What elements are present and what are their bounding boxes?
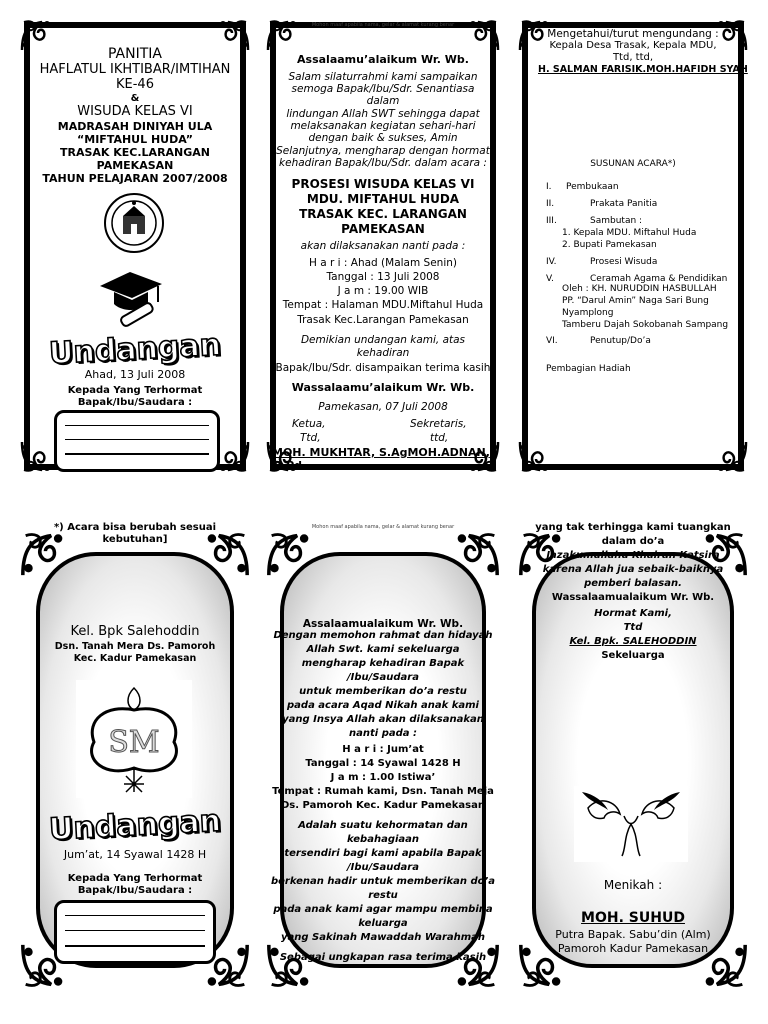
signatory-family: Kel. Bpk. SALEHODDIN (569, 636, 697, 647)
undangan-title: Undangan (48, 327, 222, 372)
panitia-title: PANITIA (108, 46, 162, 62)
recipient-line-1: Kepada Yang Terhormat (67, 385, 203, 396)
program-item-number: V. (546, 274, 554, 284)
program-subitem (562, 320, 728, 330)
program-subitem (562, 284, 717, 294)
sign-role-ketua: Ketua, (292, 418, 326, 430)
body-line: pada acara Aqad Nikah anak kami (287, 700, 479, 711)
monogram-text: SM (108, 725, 160, 760)
body-line: semoga Bapak/Ibu/Sdr. Senantiasa (291, 83, 475, 95)
recipient-line-2: Bapak/Ibu/Saudara : (77, 885, 193, 896)
body-line: /Ibu/Saudara (347, 672, 419, 683)
program-item-number: IV. (546, 257, 557, 267)
frame-border (738, 22, 744, 470)
program-item-label: Pembagian Hadiah (546, 364, 631, 374)
body-line: untuk memberikan do’a restu (299, 686, 467, 697)
body-line: kebahagiaan (346, 834, 420, 845)
body-line: yang tak terhingga kami tuangkan (535, 522, 731, 533)
body-line: pemberi balasan. (584, 578, 682, 589)
signature-mark: Ttd (623, 622, 643, 633)
menikah-label: Menikah : (603, 878, 663, 892)
signature-mark: Ttd, (300, 432, 321, 444)
program-subitem (562, 308, 613, 318)
undangan-title: Undangan (48, 803, 222, 848)
panel-program-wisuda (522, 22, 748, 470)
greeting: Assalaamualaikum Wr. Wb. (302, 618, 464, 630)
school-line-2: “MIFTAHUL HUDA” (77, 133, 193, 146)
signature-mark: ttd, (430, 432, 449, 444)
body-line: dalam do’a (601, 536, 665, 547)
program-heading: SUSUNAN ACARA*) (590, 159, 676, 169)
event-place: Trasak Kec.Larangan Pamekasan (297, 314, 469, 326)
cut-off-note: Mohon maaf apabila nama, gelar & alamat kurang benar (311, 22, 455, 28)
body-line: Sebagai ungkapan rasa terima kasih (279, 952, 487, 963)
academic-year: TAHUN PELAJARAN 2007/2008 (42, 172, 228, 185)
sign-date: Pamekasan, 07 Juli 2008 (318, 401, 448, 413)
corner-ornament-icon (452, 942, 500, 990)
event-heading: PROSESI WISUDA KELAS VI (291, 177, 475, 191)
greeting: Assalaamu’alaikum Wr. Wb. (297, 53, 469, 66)
event-date: Jum’at, 14 Syawal 1428 H (63, 848, 207, 861)
corner-ornament-icon (266, 942, 314, 990)
event-heading: PAMEKASAN (341, 222, 425, 236)
body-line: karena Allah jua sebaik-baiknya (542, 564, 724, 575)
body-line: dalam (366, 95, 400, 107)
event-title: HAFLATUL IKHTIBAR/IMTIHAN (39, 62, 231, 77)
body-line: Bapak/Ibu/Sdr. disampaikan terima kasih (275, 362, 491, 374)
program-item-label: Pembukaan (566, 182, 619, 192)
address-line (65, 425, 209, 426)
program-item-number: VI. (546, 336, 558, 346)
footnote: kebutuhan] (102, 534, 168, 545)
panel-invitation-body-wedding (270, 524, 496, 986)
signatory-family: Sekeluarga (601, 650, 665, 661)
event-day: H a r i : Jum’at (342, 744, 424, 755)
body-line: Dengan memohon rahmat dan hidayah (273, 630, 493, 641)
corner-ornament-icon (518, 440, 552, 474)
program-item (546, 182, 552, 192)
school-line-1: MADRASAH DINIYAH ULA (57, 120, 213, 133)
program-item-number: I. (546, 182, 552, 192)
program-item-label: Tamberu Dajah Sokobanah Sampang (562, 320, 729, 330)
frame-border (522, 464, 744, 470)
family-address: Dsn. Tanah Mera Ds. Pamoroh (54, 641, 216, 652)
body-line: melaksanakan kegiatan sehari-hari (290, 120, 476, 132)
body-line: keluarga (358, 918, 408, 929)
groom-address: Pamoroh Kadur Pamekasan (557, 942, 709, 955)
program-item (546, 364, 631, 374)
frame-border (270, 464, 496, 470)
closing-greeting: Wassalaamualaikum Wr. Wb. (551, 592, 715, 603)
body-line: nanti pada : (349, 728, 417, 739)
event-date: Tanggal : 13 Juli 2008 (326, 271, 440, 283)
address-line (65, 945, 205, 947)
program-item-label: Nyamplong (562, 308, 614, 318)
program-item (546, 274, 554, 284)
program-item-label: 2. Bupati Pamekasan (562, 240, 657, 250)
love-birds-icon (574, 786, 688, 862)
body-line: restu (368, 890, 398, 901)
address-line (65, 453, 209, 455)
acknowledgement-heading: Mengetahui/turut mengundang : (547, 28, 719, 40)
panel-invitation-cover-wisuda (24, 22, 246, 470)
acknowledgement-ttd: Ttd, ttd, (612, 52, 654, 63)
event-date: Ahad, 13 Juli 2008 (84, 368, 186, 381)
event-time: J a m : 19.00 WIB (337, 285, 429, 297)
recipient-line-1: Kepada Yang Terhormat (67, 873, 203, 884)
body-line: /Ibu/Saudara (347, 862, 419, 873)
program-item (590, 336, 651, 346)
program-item-label: Sambutan : (590, 216, 643, 226)
signatory-names: MOH. MUKHTAR, S.AgMOH.ADNAN, (272, 446, 490, 459)
panel-invitation-cover-wedding (24, 522, 246, 986)
program-item-label: Oleh : KH. NURUDDIN HASBULLAH (562, 284, 717, 294)
corner-ornament-icon (714, 440, 748, 474)
recipient-address-box[interactable] (54, 410, 220, 472)
sign-hormat: Hormat Kami, (594, 608, 672, 619)
program-item-number: II. (546, 199, 555, 209)
body-line: yang Insya Allah akan dilaksanakan (282, 714, 484, 725)
body-line: Allah Swt. kami sekeluarga (306, 644, 460, 655)
address-line (65, 439, 209, 440)
event-place: Tempat : Halaman MDU.Miftahul Huda (282, 299, 484, 311)
body-line: tersendiri bagi kami apabila Bapak (284, 848, 482, 859)
address-line (65, 930, 205, 931)
wisuda-title: WISUDA KELAS VI (77, 104, 193, 119)
body-line: lindungan Allah SWT sehingga dapat (286, 108, 480, 120)
event-heading: TRASAK KEC. LARANGAN (299, 207, 467, 221)
body-line: mengharap kehadiran Bapak (301, 658, 465, 669)
program-item-label: Prakata Panitia (590, 199, 658, 209)
event-day: H a r i : Ahad (Malam Senin) (308, 257, 458, 269)
corner-ornament-icon (20, 440, 54, 474)
program-item-label: Prosesi Wisuda (590, 257, 658, 267)
program-subitem (562, 296, 709, 306)
program-item-label: Ceramah Agama & Pendidikan (590, 274, 728, 284)
frame-border (24, 22, 246, 28)
event-place: Tempat : Rumah kami, Dsn. Tanah Meja (272, 786, 494, 797)
event-place: Ds. Pamoroh Kec. Kadur Pamekasan (280, 800, 485, 811)
event-time: J a m : 1.00 Istiwa’ (330, 772, 436, 783)
program-item (546, 257, 557, 267)
program-item-label: Penutup/Do’a (590, 336, 651, 346)
body-line: kehadiran Bapak/Ibu/Sdr. dalam acara : (279, 157, 487, 169)
program-item (590, 216, 642, 226)
program-item (590, 199, 657, 209)
program-item (546, 216, 557, 226)
groom-name: MOH. SUHUD (581, 910, 685, 926)
program-item-label: 1. Kepala MDU. Miftahul Huda (562, 228, 697, 238)
school-line-3: TRASAK KEC.LARANGAN (59, 146, 211, 159)
panel-invitation-closing-wedding (522, 522, 744, 986)
body-line: Adalah suatu kehormatan dan (298, 820, 468, 831)
program-subitem (562, 228, 696, 238)
acknowledgement-names: H. SALMAN FARISIK.MOH.HAFIDH SYAH (538, 64, 748, 75)
body-line: akan dilaksanakan nanti pada : (300, 240, 466, 252)
sign-role-sekretaris: Sekretaris, (410, 418, 467, 430)
recipient-address-box[interactable] (54, 900, 216, 964)
program-item-number: III. (546, 216, 557, 226)
program-item (546, 199, 554, 209)
event-edition: KE-46 (116, 77, 154, 92)
school-emblem-icon (103, 192, 165, 254)
corner-ornament-icon (266, 530, 314, 578)
body-line: yang Sakinah Mawaddah Warahmah (280, 932, 486, 943)
monogram-icon (76, 680, 192, 798)
body-line: Jazakumullahu Khairan Katsira (546, 550, 720, 561)
program-item-label: PP. “Darul Amin” Naga Sari Bung (562, 296, 709, 306)
body-line: berkenan hadir untuk memberikan do’a (270, 876, 496, 887)
signatory-names: S.Pd (274, 459, 303, 472)
panel-invitation-body-wisuda (270, 22, 496, 470)
body-line: Salam silaturrahmi kami sampaikan (288, 71, 478, 83)
family-address: Kec. Kadur Pamekasan (73, 653, 197, 664)
body-line: kehadiran (356, 347, 410, 359)
frame-border (522, 22, 528, 470)
body-line: Demikian undangan kami, atas (300, 334, 466, 346)
ampersand: & (130, 93, 140, 104)
program-item (590, 274, 727, 284)
event-heading: MDU. MIFTAHUL HUDA (306, 192, 460, 206)
program-item (546, 336, 558, 346)
family-name: Kel. Bpk Salehoddin (70, 624, 200, 639)
corner-ornament-icon (452, 530, 500, 578)
school-line-4: PAMEKASAN (96, 159, 174, 172)
footnote: *) Acara bisa berubah sesuai (53, 522, 217, 533)
body-line: dengan baik & sukses, Amin (308, 132, 458, 144)
recipient-line-2: Bapak/Ibu/Saudara : (77, 397, 193, 408)
closing-greeting: Wassalaamu’alaikum Wr. Wb. (291, 381, 475, 394)
groom-parent: Putra Bapak. Sabu’din (Alm) (555, 928, 711, 941)
body-line: Selanjutnya, mengharap dengan hormat (276, 145, 490, 157)
acknowledgement-roles: Kepala Desa Trasak, Kepala MDU, (549, 40, 717, 51)
event-date: Tanggal : 14 Syawal 1428 H (305, 758, 461, 769)
cut-off-note: Mohon maaf apabila nama, gelar & alamat kurang benar (311, 524, 455, 530)
body-line: pada anak kami agar mampu membina (273, 904, 493, 915)
program-item (566, 182, 619, 192)
corner-ornament-icon (216, 440, 250, 474)
graduation-cap-icon (96, 262, 166, 332)
program-subitem (562, 240, 657, 250)
address-line (65, 915, 205, 916)
program-item (590, 257, 657, 267)
